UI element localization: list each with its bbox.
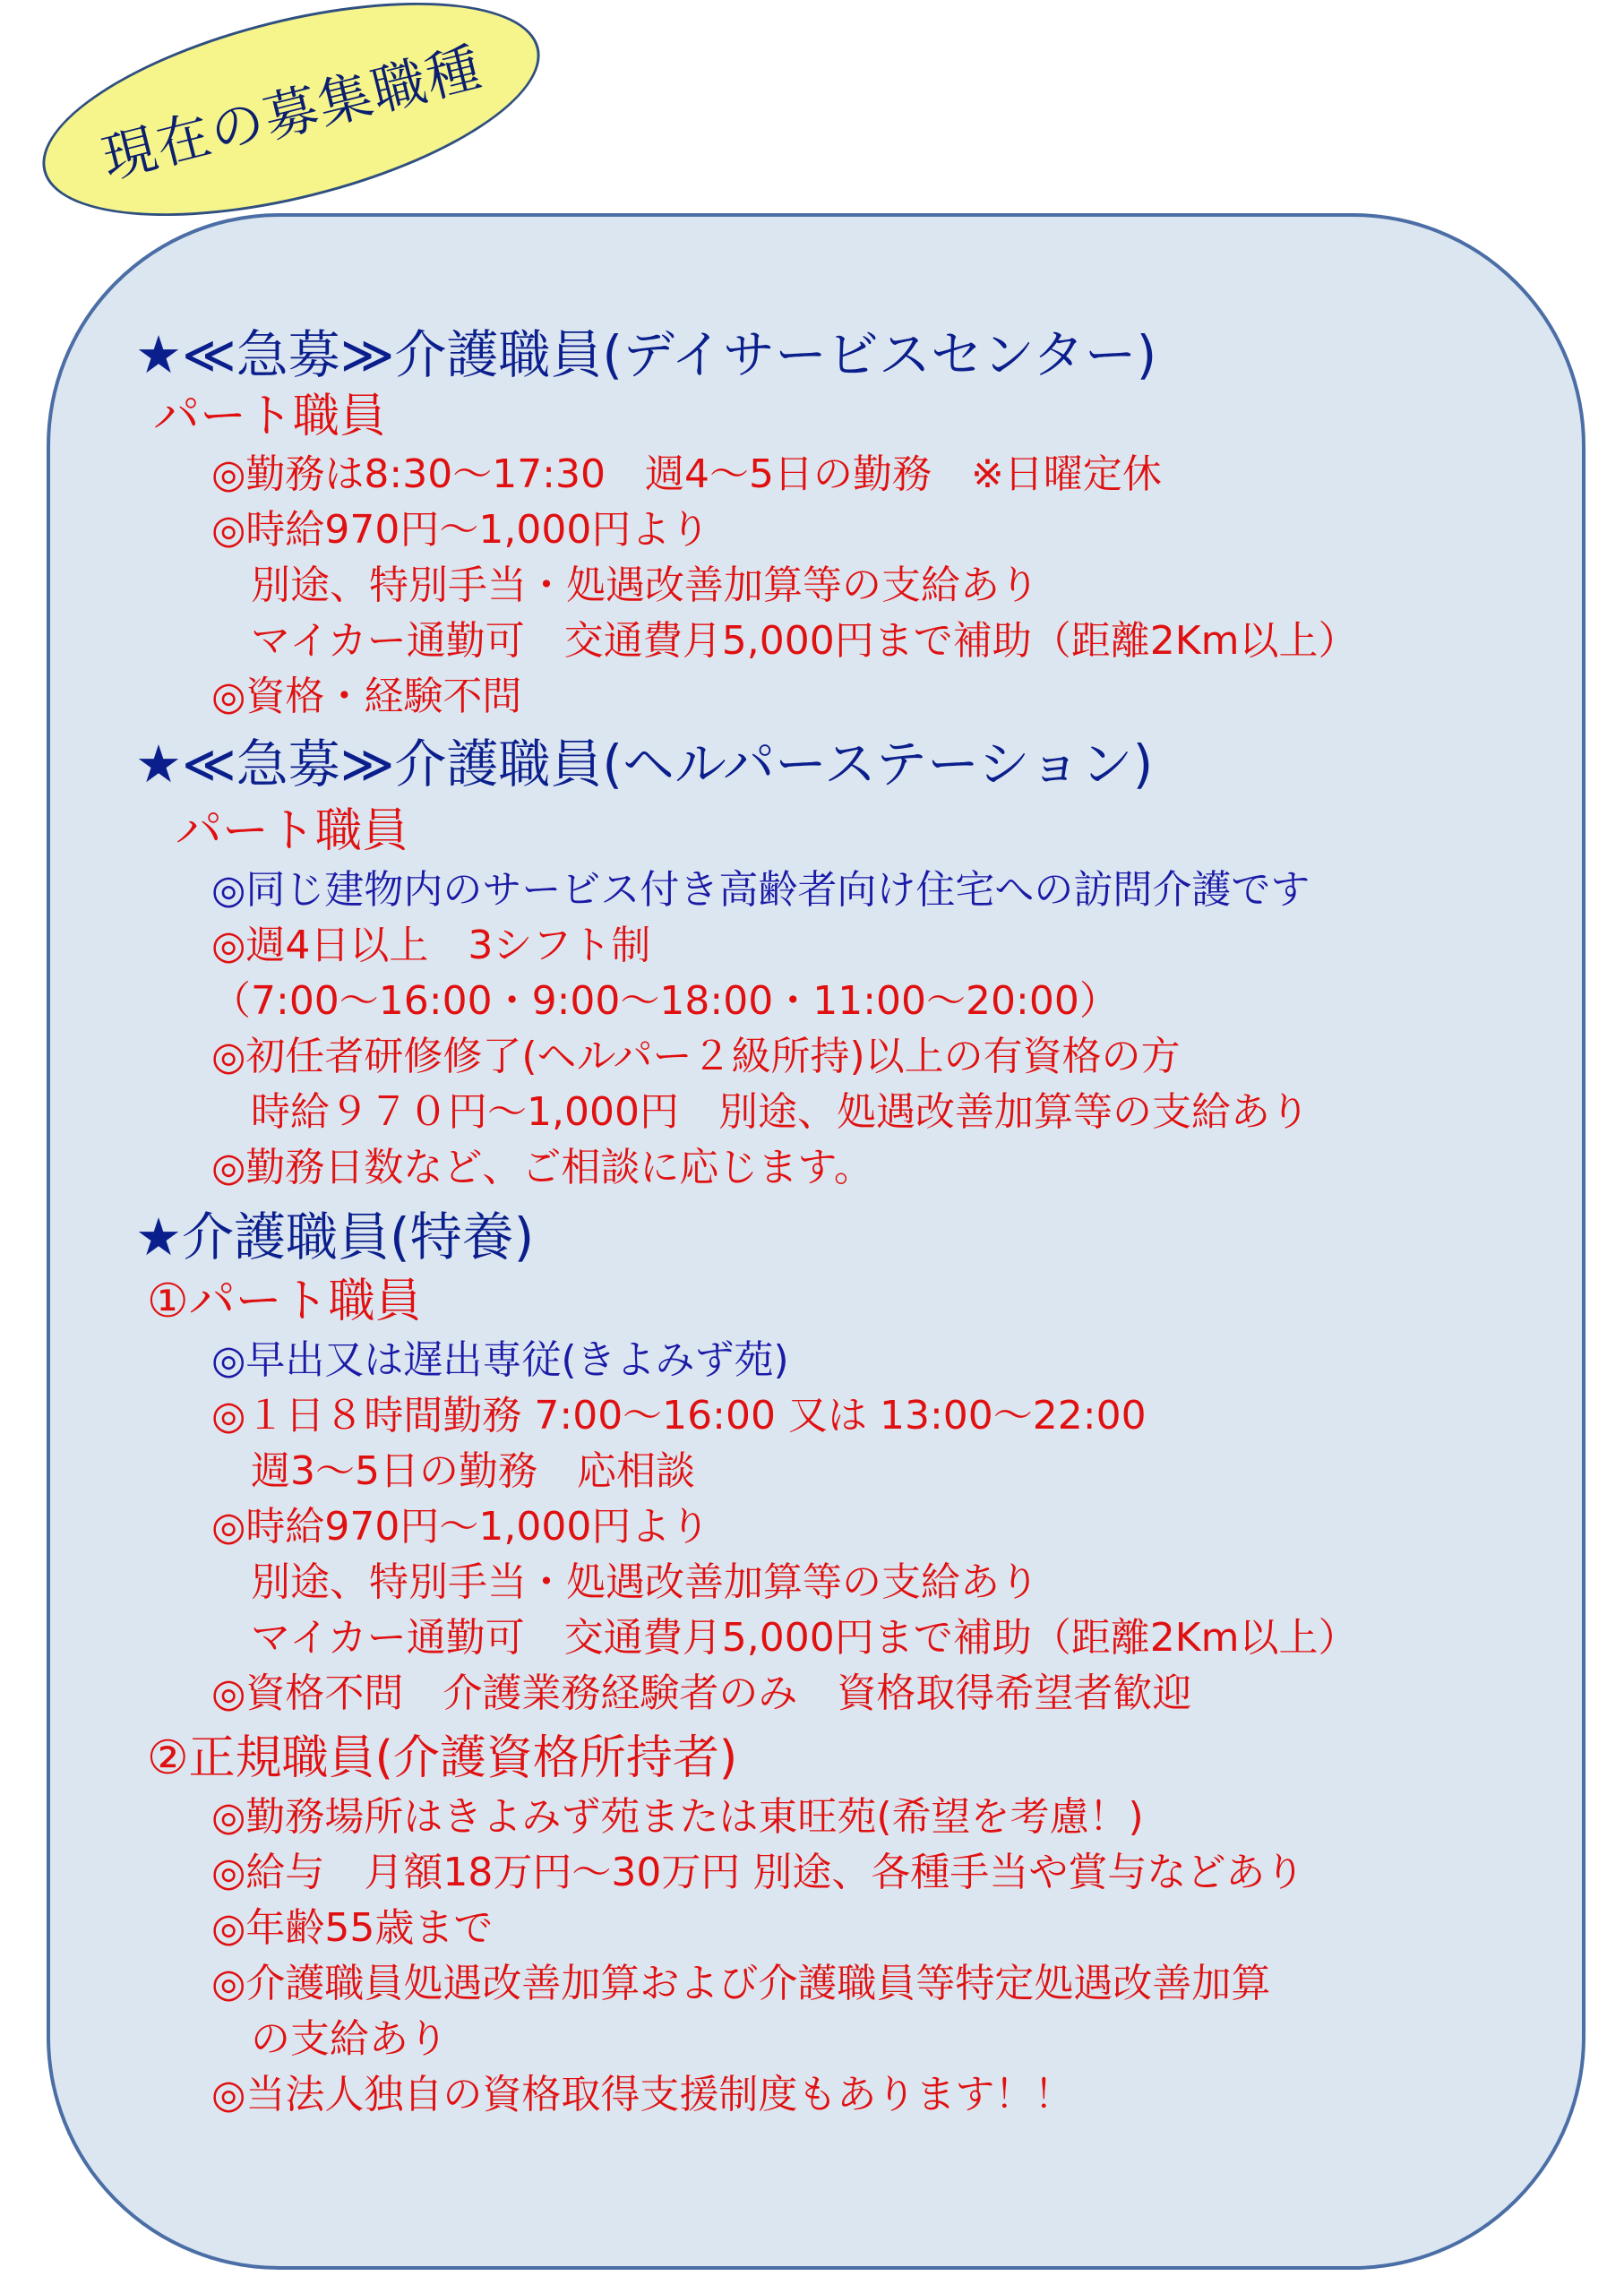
detail-line: ◎当法人独自の資格取得支援制度もあります！！ <box>211 2072 1074 2117</box>
section-heading-helper-station: ★≪急募≫介護職員(ヘルパーステーション) <box>135 734 1154 794</box>
detail-line: ◎資格不問 介護業務経験者のみ 資格取得希望者歓迎 <box>211 1670 1192 1716</box>
detail-line: ◎資格・経験不問 <box>211 674 522 719</box>
detail-line: ◎１日８時間勤務 7:00〜16:00 又は 13:00〜22:00 <box>211 1393 1147 1438</box>
detail-line: ◎勤務は8:30〜17:30 週4〜5日の勤務 ※日曜定休 <box>211 451 1162 497</box>
section-heading-tokuyo: ★介護職員(特養) <box>135 1207 535 1267</box>
detail-line: 別途、特別手当・処遇改善加算等の支給あり <box>211 1559 1039 1605</box>
detail-line: ◎介護職員処遇改善加算および介護職員等特定処遇改善加算 <box>211 1961 1271 2006</box>
detail-line: ◎週4日以上 3シフト制 <box>211 923 651 968</box>
detail-line: ◎給与 月額18万円〜30万円 別途、各種手当や賞与などあり <box>211 1850 1305 1895</box>
section-subheading: パート職員 <box>153 390 387 443</box>
detail-line: 別途、特別手当・処遇改善加算等の支給あり <box>211 563 1039 608</box>
section-subheading: パート職員 <box>176 804 409 858</box>
detail-line: の支給あり <box>211 2016 448 2062</box>
detail-line: マイカー通勤可 交通費月5,000円まで補助（距離2Km以上） <box>211 1615 1358 1661</box>
detail-line: ◎早出又は遅出専従(きよみず苑) <box>211 1337 789 1383</box>
detail-line: ◎勤務場所はきよみず苑または東旺苑(希望を考慮！) <box>211 1794 1144 1840</box>
detail-line: マイカー通勤可 交通費月5,000円まで補助（距離2Km以上） <box>211 618 1358 664</box>
badge-title: 現在の募集職種 <box>96 36 489 192</box>
detail-line: ◎勤務日数など、ご相談に応じます。 <box>211 1145 873 1190</box>
detail-line: ◎時給970円〜1,000円より <box>211 1504 710 1550</box>
detail-line: （7:00〜16:00・9:00〜18:00・11:00〜20:00） <box>211 978 1119 1024</box>
detail-line: ◎年齢55歳まで <box>211 1905 494 1951</box>
detail-line: ◎初任者研修修了(ヘルパー２級所持)以上の有資格の方 <box>211 1034 1181 1079</box>
recruitment-panel <box>47 213 1585 2270</box>
detail-line: ◎時給970円〜1,000円より <box>211 507 710 553</box>
detail-line: 時給９７０円〜1,000円 別途、処遇改善加算等の支給あり <box>211 1089 1310 1135</box>
section-subheading: ②正規職員(介護資格所持者) <box>147 1731 738 1785</box>
section-subheading: ①パート職員 <box>147 1275 422 1328</box>
detail-line: ◎同じ建物内のサービス付き高齢者向け住宅への訪問介護です <box>211 867 1310 913</box>
section-heading-day-service: ★≪急募≫介護職員(デイサービスセンター) <box>135 324 1157 385</box>
detail-line: 週3〜5日の勤務 応相談 <box>211 1448 695 1494</box>
